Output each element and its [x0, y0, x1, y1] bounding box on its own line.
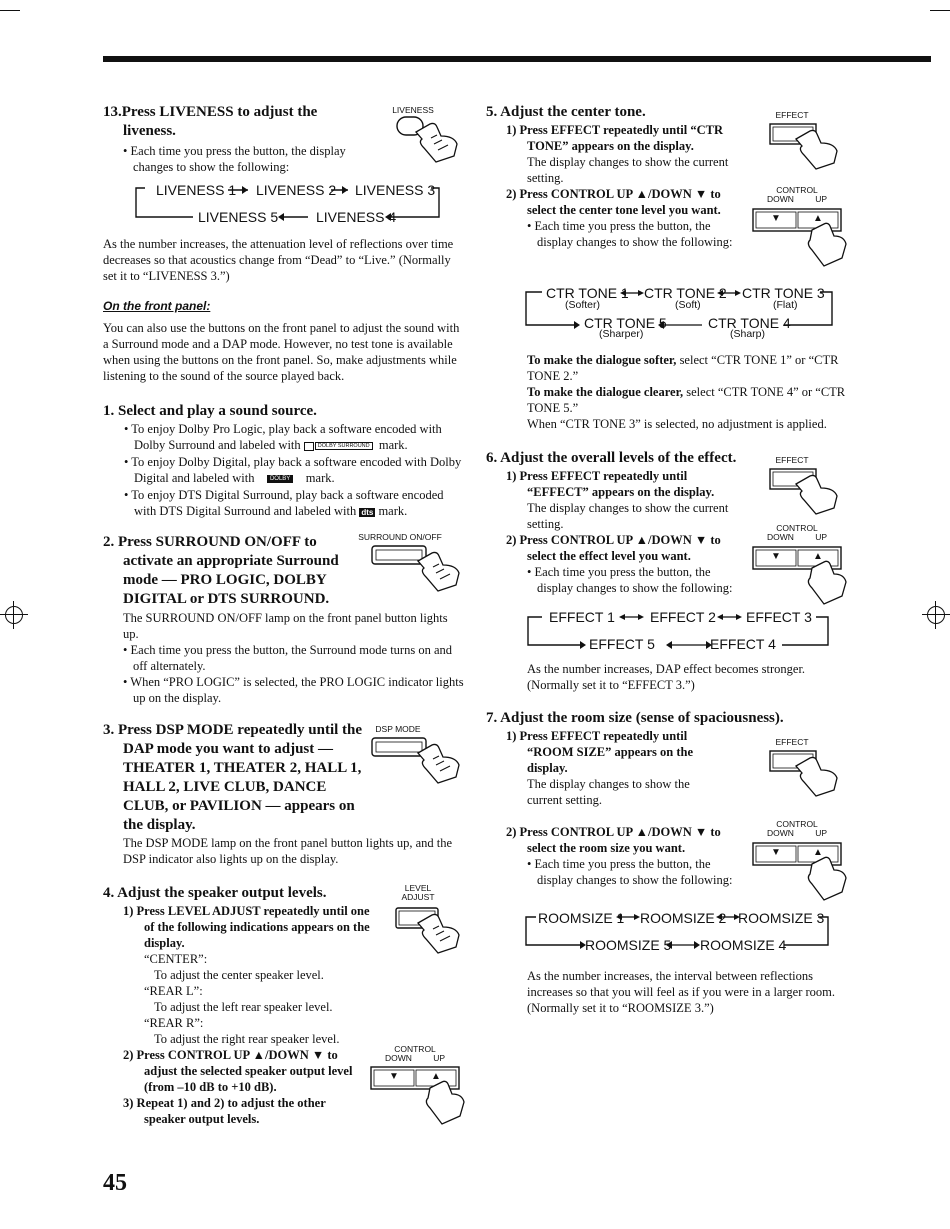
header-rule [103, 56, 931, 62]
effect-button-icon-s6 [768, 466, 848, 516]
ctr-tone-2-desc: (Soft) [675, 299, 701, 311]
front-panel-heading: On the front panel: [103, 299, 211, 313]
step-1-bullet-3: • To enjoy DTS Digital Surround, play back a software encoded with DTS Digital Surround and labeled with dts mark. [124, 488, 444, 519]
roomsize-description: As the number increases, the interval between reflections increases so that you will feel as if you were in a larger room. (Normally set it to “ROOMSIZE 3.”) [527, 969, 836, 1015]
control-down-button[interactable]: ▼ [389, 1071, 399, 1082]
effect-4: EFFECT 4 [710, 636, 776, 652]
effect-button-icon-s7 [768, 748, 848, 798]
dts-logo: dts [361, 508, 374, 518]
control-buttons-s5 [752, 208, 840, 234]
control-label-s6: CONTROL DOWN UP [767, 523, 827, 542]
section-13-bullet: • Each time you press the button, the display changes to show the following: [123, 144, 346, 174]
liveness-button-icon [394, 114, 464, 164]
level-adjust-button-icon [394, 905, 466, 957]
ctr-tone-4-desc: (Sharp) [730, 328, 766, 340]
surround-onoff-label: SURROUND ON/OFF [358, 532, 442, 542]
step-4-title: 4. Adjust the speaker output levels. [103, 885, 327, 901]
step-3 [103, 721, 365, 835]
step-7-body: 1) Press EFFECT repeatedly until “ROOM SIZE” appears on the display. The display changes to show the current setting. [506, 729, 693, 807]
liveness-description: As the number increases, the attenuation level of reflections over time decreases so that acoustics change from “Dead” to “Live.” (Normally set it to “LIVENESS 3.”) On the front panel: You can also use the buttons on the front panel to adjust the sound with a Surround mode and a DAP mode. However, no test tone is available when using the buttons on the front panel. So, make adjustments while listening to the sound of the source played back. [103, 236, 465, 384]
step-1 [103, 402, 465, 521]
liveness-3: LIVENESS 3 [355, 182, 436, 198]
effect-button-icon-s5 [768, 121, 848, 171]
dsp-mode-button-icon [370, 735, 466, 785]
ctr-tone-2: CTR TONE 2 [644, 285, 727, 301]
step-6-body: 1) Press EFFECT repeatedly until “EFFECT” appears on the display. The display changes to show the current setting. 2) Press CONTROL UP ▲/DOWN ▼ to select the effect level you want. • Each time you press the button, the display changes to show the following: [506, 469, 733, 595]
roomsize-3: ROOMSIZE 3 [738, 910, 825, 926]
step-7 [486, 709, 826, 728]
control-down-button[interactable]: ▼ [771, 551, 781, 562]
roomsize-2: ROOMSIZE 2 [640, 910, 727, 926]
control-down-button[interactable]: ▼ [771, 213, 781, 224]
step-6-title: 6. Adjust the overall levels of the effect. [486, 450, 737, 466]
dolby-digital-logo: DOLBY [267, 475, 293, 483]
control-up-button[interactable]: ▲ [813, 551, 823, 562]
dolby-surround-logo: DOLBY SURROUND [315, 442, 373, 450]
ctr-tone-1-desc: (Softer) [565, 299, 601, 311]
dsp-mode-label: DSP MODE [375, 724, 421, 734]
control-buttons-s4 [370, 1066, 458, 1092]
control-buttons-s7 [752, 842, 840, 868]
effect-3: EFFECT 3 [746, 609, 812, 625]
control-label-s5: CONTROL DOWN UP [767, 185, 827, 204]
control-label-s7: CONTROL DOWN UP [767, 819, 827, 838]
effect-label-s5: EFFECT [775, 110, 809, 120]
roomsize-4: ROOMSIZE 4 [700, 937, 787, 953]
effect-description: As the number increases, DAP effect becomes stronger. (Normally set it to “EFFECT 3.”) [527, 662, 806, 692]
step-3-body: The DSP MODE lamp on the front panel button lights up, and the DSP indicator also lights up on the display. [123, 836, 453, 866]
control-up-button[interactable]: ▲ [813, 847, 823, 858]
ctr-tone-5: CTR TONE 5 [584, 315, 667, 331]
section-13-title: 13.Press LIVENESS to adjust the [103, 104, 318, 120]
ctr-tone-5-desc: (Sharper) [599, 328, 644, 340]
section-13-title-2: liveness. [123, 123, 176, 139]
registration-mark [927, 606, 945, 624]
liveness-1: LIVENESS 1 [156, 182, 237, 198]
ctr-tone-3-desc: (Flat) [773, 299, 798, 311]
liveness-4: LIVENESS 4 [316, 209, 397, 225]
step-3-title: 3. Press DSP MODE repeatedly until the DAP mode you want to adjust — THEATER 1, THEATER 2, HALL 1, HALL 2, LIVE CLUB, DANCE CLUB, or PAVILION — appears on the display. [103, 722, 363, 833]
level-adjust-label: LEVEL ADJUST [401, 883, 435, 902]
step-7-title: 7. Adjust the room size (sense of spaciousness). [486, 710, 784, 726]
roomsize-5: ROOMSIZE 5 [585, 937, 672, 953]
dolby-double-d-icon [304, 442, 314, 451]
effect-1: EFFECT 1 [549, 609, 615, 625]
ctr-tone-4: CTR TONE 4 [708, 315, 791, 331]
liveness-2: LIVENESS 2 [256, 182, 337, 198]
step-2-body: The SURROUND ON/OFF lamp on the front panel button lights up. • Each time you press the button, the Surround mode turns on and off alternately. • When “PRO LOGIC” is selected, the PRO LOGIC indicator lights up on the display. [123, 611, 464, 705]
step-6 [486, 449, 776, 468]
control-label-s4: CONTROL DOWN UP [385, 1044, 445, 1063]
step-4 [103, 884, 403, 903]
step-1-bullet-2: • To enjoy Dolby Digital, play back a software encoded with Dolby Digital and labeled with DOLBY mark. [124, 455, 462, 486]
step-7-body-2: 2) Press CONTROL UP ▲/DOWN ▼ to select the room size you want. • Each time you press the button, the display changes to show the following: [506, 825, 733, 887]
front-panel-text: You can also use the buttons on the front panel to adjust the sound with a Surround mode and a DAP mode. However, no test tone is available when using the buttons on the front panel. So, make adjustments while listening to the sound of the source played back. [103, 321, 460, 383]
step-5-title: 5. Adjust the center tone. [486, 104, 646, 120]
section-13 [103, 103, 368, 175]
registration-mark [5, 606, 23, 624]
step-1-bullet-1: • To enjoy Dolby Pro Logic, play back a software encoded with Dolby Surround and labeled with DOLBY SURROUND mark. [124, 422, 442, 452]
control-up-button[interactable]: ▲ [431, 1071, 441, 1082]
step-2-title: 2. Press SURROUND ON/OFF to activate an appropriate Surround mode — PRO LOGIC, DOLBY DIGITAL or DTS SURROUND. [103, 534, 339, 607]
roomsize-1: ROOMSIZE 1 [538, 910, 625, 926]
step-4-body: 1) Press LEVEL ADJUST repeatedly until one of the following indications appears on the display. “CENTER”: To adjust the center speaker level. “REAR L”: To adjust the left rear speaker level. “REAR R”: To adjust the right rear speaker level. [123, 904, 370, 1046]
ctr-tone-notes: To make the dialogue softer, select “CTR TONE 1” or “CTR TONE 2.” To make the dialogue clearer, select “CTR TONE 4” or “CTR TONE 5.” When “CTR TONE 3” is selected, no adjustment is applied. [527, 353, 846, 431]
liveness-5: LIVENESS 5 [198, 209, 279, 225]
control-down-button[interactable]: ▼ [771, 847, 781, 858]
step-4-body-2: 2) Press CONTROL UP ▲/DOWN ▼ to adjust the selected speaker output level (from –10 dB to +10 dB). 3) Repeat 1) and 2) to adjust the other speaker output levels. [123, 1048, 353, 1126]
control-up-button[interactable]: ▲ [813, 213, 823, 224]
step-5: 5. Adjust the center tone. 1) Press EFFECT repeatedly until “CTR TONE” appears on the display. The display changes to show the current setting. 2) Press CONTROL UP ▲/DOWN ▼ to select the center tone level you want. • Each time you press the button, the display changes to show the following: [486, 103, 746, 250]
effect-label-s6: EFFECT [775, 455, 809, 465]
liveness-label: LIVENESS [392, 105, 434, 115]
control-buttons-s6 [752, 546, 840, 572]
ctr-tone-3: CTR TONE 3 [742, 285, 825, 301]
effect-5: EFFECT 5 [589, 636, 655, 652]
effect-label-s7: EFFECT [775, 737, 809, 747]
step-1-title: 1. Select and play a sound source. [103, 403, 317, 419]
crop-mark [930, 10, 950, 11]
step-2 [103, 533, 358, 609]
page-number: 45 [103, 1170, 127, 1196]
ctr-tone-1: CTR TONE 1 [546, 285, 629, 301]
effect-2: EFFECT 2 [650, 609, 716, 625]
crop-mark [0, 10, 20, 11]
surround-button-icon [370, 543, 466, 593]
